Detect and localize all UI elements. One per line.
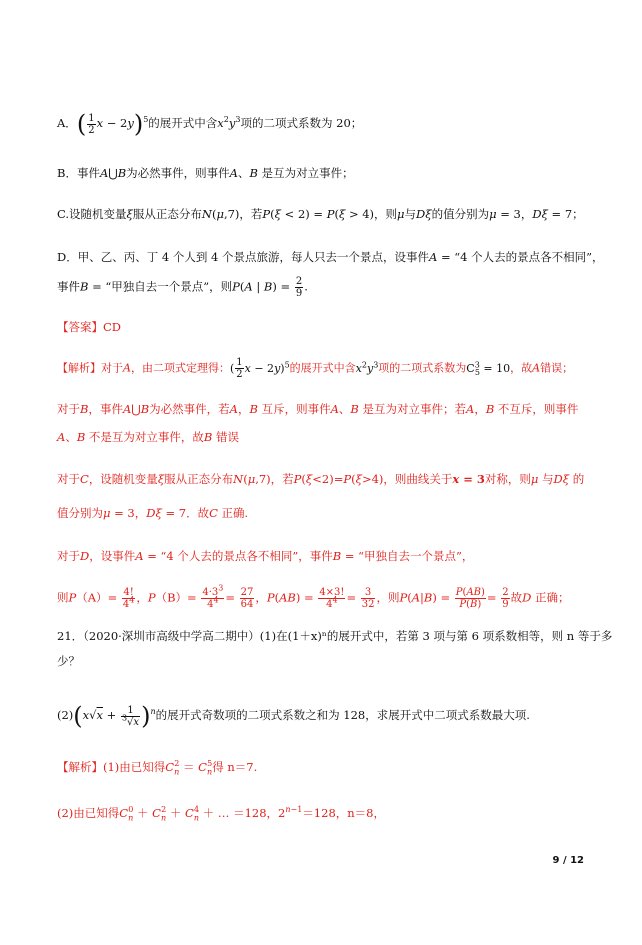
analysis-bracket: 【解析】 — [57, 361, 101, 375]
analysis-p2b: ，事件 — [88, 402, 123, 416]
option-b-mid: 为必然事件，则事件 — [126, 166, 230, 180]
analysis-p6c: “4 个人去的景点各不相同” — [160, 549, 299, 563]
analysis-p2g: 不互斥，则事件 — [497, 402, 579, 416]
analysis-p7c: （B） — [155, 590, 188, 605]
analysis-p1f: 错误； — [540, 361, 574, 375]
analysis-p1d: 项的二项式系数为 — [378, 361, 467, 375]
option-d-label: D．甲、乙、丙、丁 4 个人到 4 个景点旅游，每人只去一个景点，设事件 — [57, 250, 429, 264]
option-c-t3: ，则 — [374, 207, 398, 221]
page-number: 9 / 12 — [552, 855, 584, 866]
analysis-line3: A、B 不是互为对立事件，故B 错误 — [57, 430, 240, 444]
q21-line1: 21．（2020·深圳市高级中学高二期中）(1)在(1＋x)ⁿ的展开式中，若第 3 项与第 6 项系数相等，则 n 等于多 — [57, 629, 613, 643]
q21-answer1: 【解析】(1)由已知得$C_n^2 = C_n^5$得 n＝7. — [57, 759, 258, 777]
analysis-line2: 对于B，事件A⋃B为必然事件，若A，B 互斥，则事件A、B 是互为对立事件；若A，B 不互斥，则事件 — [57, 402, 579, 416]
analysis-p4h: 的 — [572, 472, 585, 486]
option-c-t2: ，若 — [239, 207, 263, 221]
analysis-line4: 对于C，设随机变量ξ服从正态分布N(μ,7)，若P(ξ<2)=P(ξ>4)，则曲线关于x = 3对称，则μ 与Dξ 的 — [57, 472, 585, 486]
q21-ans1b: (1)由已知得 — [103, 760, 166, 774]
option-c: C.设随机变量ξ服从正态分布N(μ,7)，若P(ξ < 2) = P(ξ > 4)，则μ与Dξ的值分别为μ = 3，Dξ = 7； — [57, 207, 584, 221]
analysis-p1e: ，故 — [510, 361, 533, 375]
analysis-line5: 值分别为μ = 3，Dξ = 7．故C 正确. — [57, 506, 249, 520]
analysis-p5b: ， — [134, 506, 147, 520]
q21-answer2: (2)由已知得$C_n^0 + C_n^2 + C_n^4$ ＋ … ＝128，$2^{n-1}=128$，n＝8， — [57, 805, 385, 823]
option-c-t5: 的值分别为 — [431, 207, 490, 221]
analysis-p1a: 对于 — [101, 361, 123, 375]
option-d-line1: D．甲、乙、丙、丁 4 个人到 4 个景点旅游，每人只去一个景点，设事件A = “4 个人去的景点各不相同”， — [57, 250, 604, 264]
analysis-p5d: 正确. — [221, 506, 249, 520]
analysis-p4d: ，若 — [270, 472, 294, 486]
analysis-p2e: 互斥，则事件 — [261, 402, 331, 416]
q21-line3b: 的展开式奇数项的二项式系数之和为 128，求展开式中二项式系数最大项. — [155, 708, 530, 722]
answer-bracket: 【答案】 — [57, 320, 103, 334]
analysis-p1b: ，由二项式定理得： — [130, 361, 230, 375]
analysis-p6a: 对于 — [57, 549, 80, 563]
option-a-label: A． — [57, 116, 77, 130]
option-c-t1: 服从正态分布 — [132, 207, 202, 221]
analysis-line7: 则P（A）= $\frac{4!}{4^4}$ ，P（B）= $\frac{4\cdot 3^3}{4^4}$ = $\frac{27}{64}$ ，P(AB) = $\frac{4\times 3!}{4^4}$ = $\frac{3}{32}$ ，则P(A|B) = $\frac{P(AB)}{P(B)}$ = $\frac{2}{9}$ 故D 正确； — [57, 583, 570, 610]
analysis-p7d: 故 — [510, 590, 523, 605]
analysis-p2f: 是互为对立事件；若 — [362, 402, 466, 416]
analysis-p7b: （A） — [76, 590, 108, 605]
analysis-p4g: 与 — [542, 472, 554, 486]
option-b-label: B．事件 — [57, 166, 100, 180]
q21-ans2c: ＝128，n＝8， — [302, 806, 385, 820]
analysis-p2d: ， — [237, 402, 250, 416]
analysis-p4f: 对称，则 — [484, 472, 531, 486]
q21-ans1c: 得 n＝7. — [212, 760, 258, 774]
analysis-p1c: 的展开式中含 — [289, 361, 356, 375]
q21-line3a: (2) — [57, 708, 74, 722]
option-b-tail: 是互为对立事件； — [261, 166, 354, 180]
option-d-line2: 事件B = “甲独自去一个景点”，则P(A | B) = $\frac{2}{9}$ . — [57, 276, 308, 299]
option-a-text: 的展开式中含 — [148, 116, 218, 130]
option-b: B．事件A⋃B为必然事件，则事件A、B 是互为对立事件； — [57, 166, 354, 180]
option-d-t2: 事件 — [57, 279, 80, 294]
analysis-p5c: ．故 — [186, 506, 210, 520]
answer-line — [57, 319, 121, 335]
analysis-p6e: “甲独自去一个景点”， — [358, 549, 474, 563]
option-b-sep: 、 — [237, 166, 250, 180]
analysis-p4c: 服从正态分布 — [164, 472, 234, 486]
q21-ans2b: ＝128， — [233, 806, 279, 820]
option-d-t1: “4 个人去的景点各不相同”， — [454, 250, 604, 264]
answer-value: CD — [103, 320, 122, 334]
q21-ans2a: (2)由已知得 — [57, 806, 120, 820]
analysis-p7a: 则 — [57, 590, 69, 605]
option-d-t3: “甲独自去一个景点”，则 — [105, 279, 233, 294]
analysis-p4e: ，则曲线关于 — [383, 472, 453, 486]
option-c-t6: ， — [520, 207, 533, 221]
analysis-line6: 对于D，设事件A = “4 个人去的景点各不相同”，事件B = “甲独自去一个景点”， — [57, 549, 474, 563]
analysis-p3b: 错误 — [216, 430, 240, 444]
analysis-p4b: ，设随机变量 — [88, 472, 158, 486]
q21-ans1a: 【解析】 — [57, 760, 103, 774]
analysis-p6b: ，设事件 — [89, 549, 136, 563]
option-c-label: C.设随机变量 — [57, 207, 127, 221]
analysis-line1: 【解析】对于A，由二项式定理得：( $\frac{1}{2}$ x − 2y)$^5$的展开式中含$x^2y^3$项的二项式系数为$C^3_5 = 10$，故A错误； — [57, 357, 574, 380]
q21-line3: (2)(x√x + $\frac{1}{^3√x}$ )$^n$的展开式奇数项的二项式系数之和为 128，求展开式中二项式系数最大项. — [57, 702, 530, 730]
analysis-p5a: 值分别为 — [57, 506, 103, 520]
option-c-t7: ； — [572, 207, 584, 221]
analysis-p6d: ，事件 — [298, 549, 333, 563]
analysis-p2c: 为必然事件，若 — [149, 402, 230, 416]
analysis-p7e: 正确； — [534, 590, 570, 605]
option-a: A．( $\frac{1}{2}$ x − 2y)$^5$的展开式中含$x^2y^3$项的二项式系数为 20； — [57, 110, 363, 138]
analysis-p3: 不是互为对立事件，故 — [88, 430, 204, 444]
option-a-tail: 项的二项式系数为 20； — [240, 116, 363, 130]
q21-line2: 少？ — [57, 654, 80, 668]
analysis-p2a: 对于 — [57, 402, 80, 416]
option-c-t4: 与 — [404, 207, 417, 221]
analysis-p4a: 对于 — [57, 472, 80, 486]
